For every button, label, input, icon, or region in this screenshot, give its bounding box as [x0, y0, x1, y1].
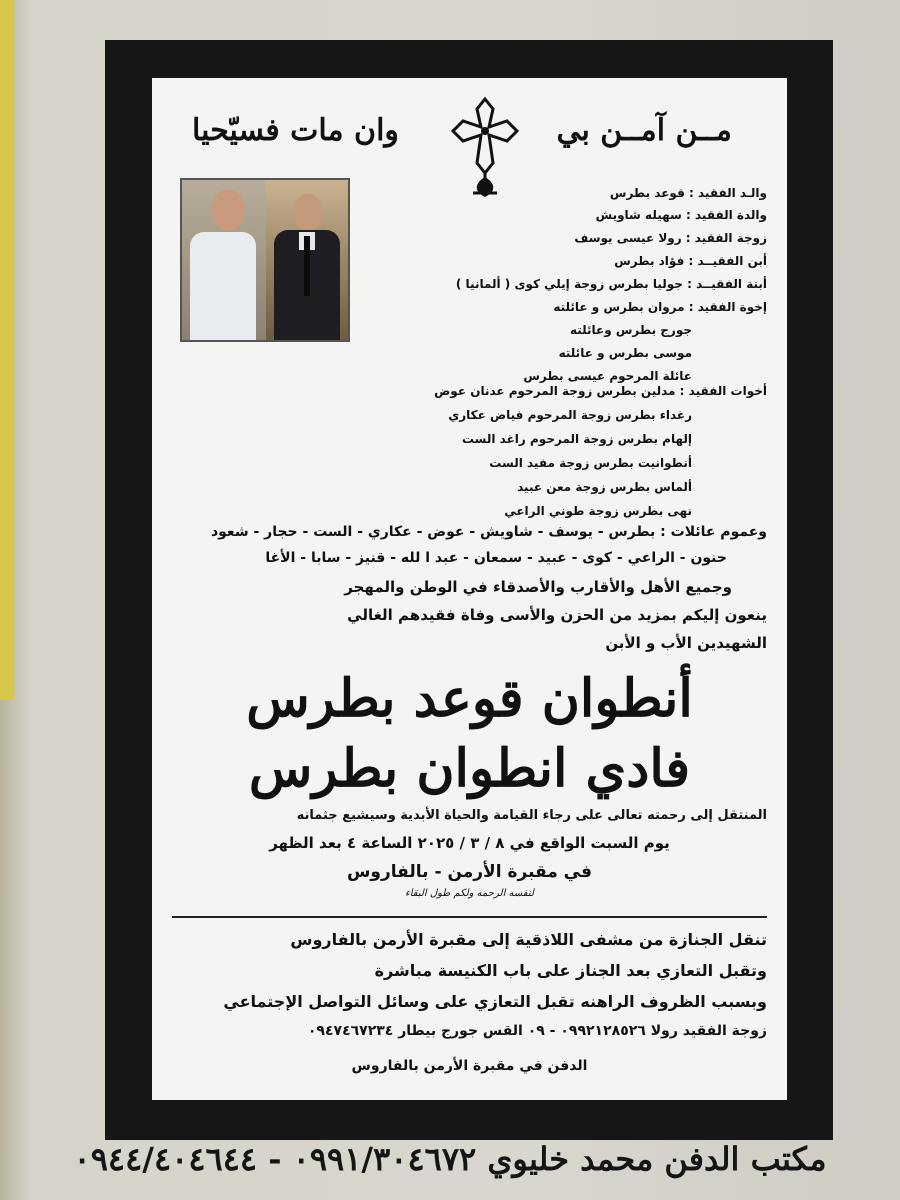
obituary-sheet [152, 78, 787, 1100]
sister-row: رغداء بطرس زوجة المرحوم فياض عكاري [448, 408, 692, 422]
brother-row: موسى بطرس و عائلته [558, 346, 692, 360]
funeral-line: المنتقل إلى رحمته تعالى على رجاء القيامة والحياة الأبدية وسيشيع جثمانه [296, 808, 767, 823]
announce-line: وجميع الأهل والأقارب والأصدقاء في الوطن والمهجر [344, 578, 732, 596]
funeral-office-footer: مكتب الدفن محمد خليوي ٠٩٩١/٣٠٤٦٧٢ - ٠٩٤٤/٤٠٤٦٤٤ [73, 1140, 827, 1178]
sisters-row: أخوات الفقيد : مدلين بطرس زوجة المرحوم عدنان عوض [434, 384, 767, 398]
deceased-name-first: أنطوان قوعد بطرس [246, 668, 693, 729]
header-verse-right: مــن آمــن بي [556, 113, 732, 148]
deceased-photo [180, 178, 350, 342]
relative-row: أبنة الفقيــد : جوليا بطرس زوجة إيلي كوى ( ألمانيا ) [455, 277, 767, 291]
families-line: حنون - الراعي - كوى - عبيد - سمعان - عبد ا لله - قنيز - سابا - الأغا [265, 550, 727, 566]
relative-row: زوجة الفقيد : رولا عيسى يوسف [574, 231, 767, 245]
cross-icon [445, 93, 525, 203]
notice-line: وبسبب الظروف الراهنه تقبل التعازي على وسائل التواصل الإجتماعي [223, 992, 767, 1011]
condolence-phrase: لنفسه الرحمه ولكم طول البقاء [405, 888, 534, 899]
notice-burial: الدفن في مقبرة الأرمن بالفاروس [351, 1058, 588, 1074]
funeral-date: يوم السبت الواقع في ٨ / ٣ / ٢٠٢٥ الساعة ٤ بعد الظهر [269, 834, 670, 852]
deceased-name-second: فادي انطوان بطرس [248, 738, 691, 799]
relative-row: والـد الفقيد : قوعد بطرس [609, 186, 767, 200]
header-verse-left: وان مات فسيّحيا [192, 113, 399, 148]
sister-row: نهى بطرس زوجة طوني الراعي [504, 504, 692, 518]
divider [172, 916, 767, 918]
funeral-place: في مقبرة الأرمن - بالفاروس [346, 862, 593, 882]
relative-row: أبن الفقيــد : فؤاد بطرس [614, 254, 767, 268]
announce-line: ينعون إليكم بمزيد من الحزن والأسى وفاة فقيدهم الغالي [347, 606, 767, 624]
relative-row: والدة الفقيد : سهيله شاويش [595, 208, 767, 222]
brother-row: عائلة المرحوم عيسى بطرس [523, 369, 692, 383]
families-line: وعموم عائلات : بطرس - يوسف - شاويش - عوض - عكاري - الست - حجار - شعود [210, 524, 767, 540]
announce-line: الشهيدين الأب و الأبن [605, 634, 767, 652]
sister-row: ألماس بطرس زوجة معن عبيد [517, 480, 692, 494]
yellow-strip [0, 0, 14, 700]
relative-row: إخوة الفقيد : مروان بطرس و عائلته [553, 300, 767, 314]
sister-row: إلهام بطرس زوجة المرحوم راغد الست [461, 432, 692, 446]
notice-line: وتقبل التعازي بعد الجناز على باب الكنيسة مباشرة [374, 961, 767, 980]
notice-phones: زوجة الفقيد رولا ٠٩٩٢١٢٨٥٢٦ - ٠٩ القس جورج بيطار ٠٩٤٧٤٦٧٢٣٤ [307, 1023, 767, 1039]
notice-line: تنقل الجنازة من مشفى اللاذقية إلى مقبرة الأرمن بالفاروس [290, 930, 767, 949]
sister-row: أنطوانيت بطرس زوجة مفيد الست [489, 456, 692, 470]
brother-row: جورج بطرس وعائلته [569, 323, 692, 337]
